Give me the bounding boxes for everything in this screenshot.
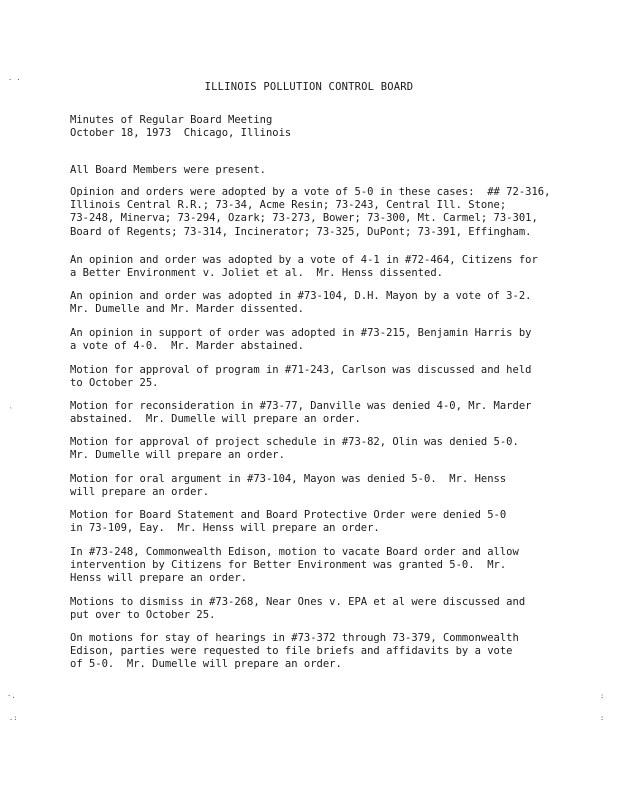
paragraph-line: Board of Regents; 73-314, Incinerator; 73-325, DuPont; 73-391, Effingham. <box>70 225 532 238</box>
paragraph-line: Motion for Board Statement and Board Protective Order were denied 5-0 <box>70 509 507 521</box>
paragraph <box>70 400 600 426</box>
scan-mark: ` <box>9 407 14 415</box>
paragraph <box>70 546 600 586</box>
paragraph-line: intervention by Citizens for Better Environment was granted 5-0. Mr. <box>70 559 507 572</box>
paragraph-line: a Better Environment v. Joliet et al. Mr. Henss dissented. <box>70 267 443 280</box>
paragraph <box>70 254 600 280</box>
paragraph <box>70 596 600 622</box>
paragraph <box>70 473 600 499</box>
paragraph <box>70 509 600 535</box>
scan-mark: .: <box>9 714 18 722</box>
paragraph-line: Motions to dismiss in #73-268, Near Ones v. EPA et al were discussed and <box>70 596 526 608</box>
paragraph <box>70 436 600 462</box>
paragraph-line: An opinion in support of order was adopted in #73-215, Benjamin Harris by <box>70 327 532 339</box>
scan-mark: : <box>600 714 605 722</box>
paragraph-line: Motion for reconsideration in #73-77, Danville was denied 4-0, Mr. Marder <box>70 400 532 412</box>
paragraph-line: Motion for oral argument in #73-104, Mayon was denied 5-0. Mr. Henss <box>70 473 507 485</box>
paragraph-line: abstained. Mr. Dumelle will prepare an order. <box>70 413 361 426</box>
paragraph-line: All Board Members were present. <box>70 164 266 176</box>
paragraph-line: An opinion and order was adopted in #73-104, D.H. Mayon by a vote of 3-2. <box>70 290 532 302</box>
paragraph-line: in 73-109, Eay. Mr. Henss will prepare an order. <box>70 522 380 535</box>
paragraph-line: An opinion and order was adopted by a vote of 4-1 in #72-464, Citizens for <box>70 254 538 266</box>
meeting-header <box>70 114 600 140</box>
paragraph-line: In #73-248, Commonwealth Edison, motion to vacate Board order and allow <box>70 546 519 558</box>
paragraph-line: Motion for approval of program in #71-243, Carlson was discussed and held <box>70 364 532 376</box>
meeting-header-line: October 18, 1973 Chicago, Illinois <box>70 127 292 140</box>
meeting-header-line: Minutes of Regular Board Meeting <box>70 114 273 126</box>
paragraph-line: put over to October 25. <box>70 609 216 622</box>
paragraph-line: Opinion and orders were adopted by a vote of 5-0 in these cases: ## 72-316, <box>70 186 551 198</box>
paragraph <box>70 364 600 390</box>
paragraph-line: Illinois Central R.R.; 73-34, Acme Resin; 73-243, Central Ill. Stone; <box>70 199 507 212</box>
paragraph-line: Henss will prepare an order. <box>70 572 248 585</box>
paragraph <box>70 632 600 672</box>
paragraph-line: On motions for stay of hearings in #73-372 through 73-379, Commonwealth <box>70 632 519 644</box>
scan-mark: ·. <box>7 692 16 700</box>
paragraph-line: Motion for approval of project schedule in #73-82, Olin was denied 5-0. <box>70 436 519 448</box>
paragraph-line: to October 25. <box>70 377 159 390</box>
paragraph-line: Edison, parties were requested to file briefs and affidavits by a vote <box>70 645 513 658</box>
paragraph-line: of 5-0. Mr. Dumelle will prepare an order. <box>70 658 342 671</box>
paragraph-line: Mr. Dumelle will prepare an order. <box>70 449 285 462</box>
paragraph <box>70 327 600 353</box>
paragraph <box>70 164 600 177</box>
paragraph <box>70 186 600 239</box>
document-title: ILLINOIS POLLUTION CONTROL BOARD <box>204 81 414 93</box>
paragraph <box>70 290 600 316</box>
scan-mark: : <box>600 692 605 700</box>
paragraph-line: will prepare an order. <box>70 486 210 499</box>
paragraph-line: a vote of 4-0. Mr. Marder abstained. <box>70 340 304 353</box>
paragraph-line: Mr. Dumelle and Mr. Marder dissented. <box>70 303 304 316</box>
paragraph-line: 73-248, Minerva; 73-294, Ozark; 73-273, Bower; 73-300, Mt. Carmel; 73-301, <box>70 212 538 225</box>
scan-mark: . . <box>8 74 21 82</box>
